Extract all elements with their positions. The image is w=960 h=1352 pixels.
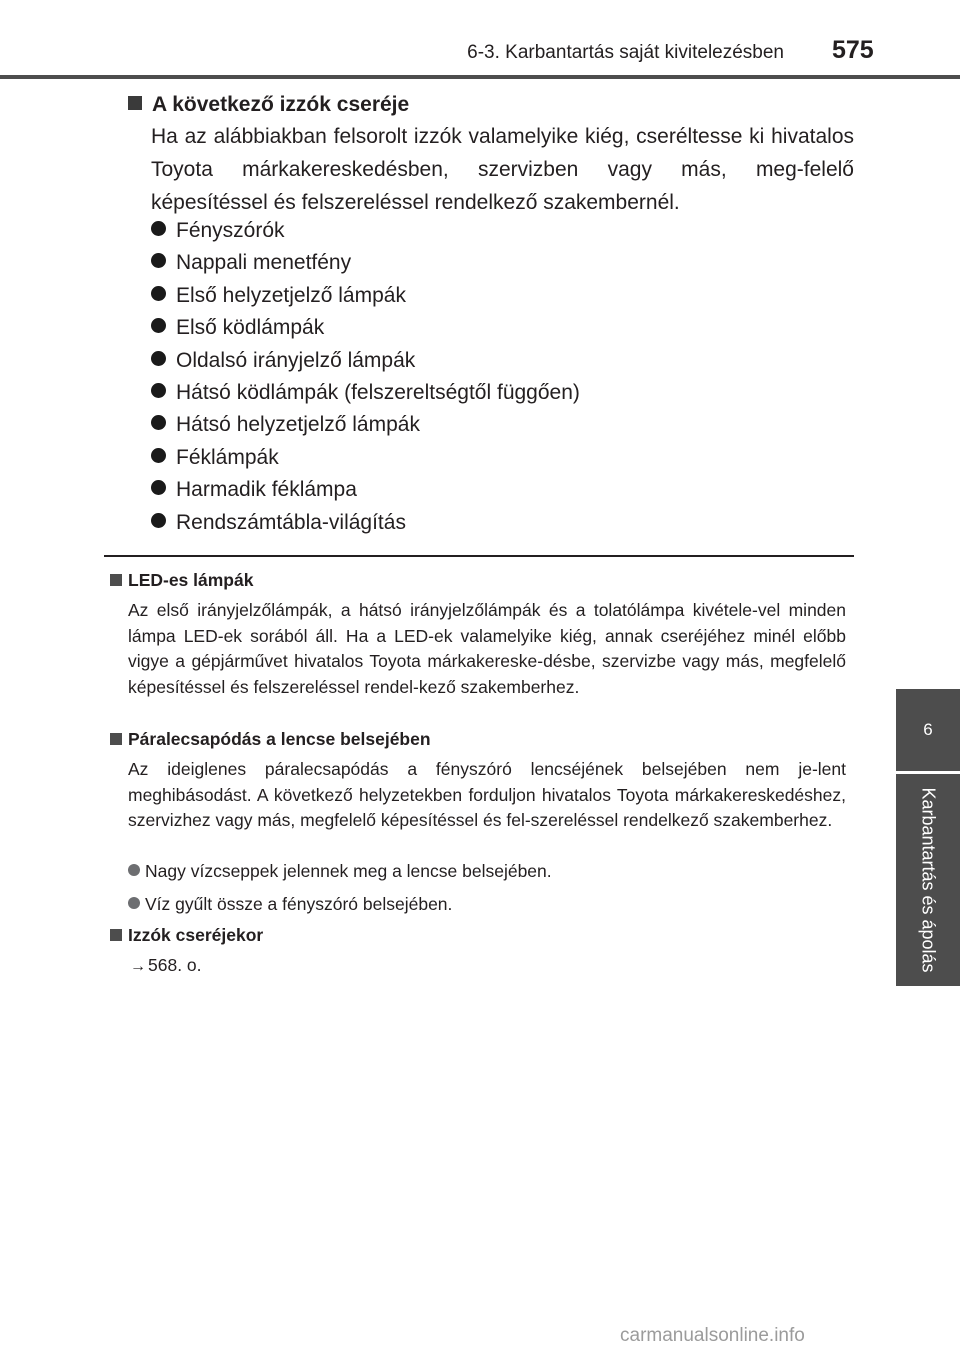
bullet-dot-icon bbox=[151, 383, 166, 398]
watermark: carmanualsonline.info bbox=[620, 1325, 805, 1346]
bullet-dot-icon bbox=[151, 415, 166, 430]
chapter-title: Karbantartás és ápolás bbox=[918, 787, 939, 973]
note-heading-bulb-replacement: Izzók cseréjekor bbox=[110, 925, 263, 946]
section-title: 6-3. Karbantartás saját kivitelezésben bbox=[467, 42, 784, 63]
chapter-tab-label[interactable] bbox=[896, 774, 960, 986]
chapter-number: 6 bbox=[923, 720, 933, 739]
page-number: 575 bbox=[832, 36, 874, 64]
intro-paragraph: Ha az alábbiakban felsorolt izzók valamelyike kiég, cseréltesse ki hivatalos Toyota márkakereskedésben, szervizben vagy más, meg-felelő képesítéssel és felszereléssel rendelkező szakembernél. bbox=[151, 125, 854, 214]
square-bullet-icon bbox=[128, 96, 142, 110]
bullet-dot-icon bbox=[151, 513, 166, 528]
bullet-dot-icon bbox=[151, 448, 166, 463]
list-item: Féklámpák bbox=[151, 442, 854, 474]
note-text-led: Az első irányjelzőlámpák, a hátsó irányjelzőlámpák és a tolatólámpa kivétele-vel minden lámpa LED-ek sorából áll. Ha a LED-ek valamelyike kiég, annak cseréjéhez minél előbb vigye a gépjárművet hivatalos Toyota márkakereske-désbe, szervizbe vagy más, megfelelő képesítéssel és felszereléssel rendel-kező szakemberhez. bbox=[128, 600, 846, 697]
bullet-dot-icon bbox=[128, 864, 140, 876]
bullet-dot-icon bbox=[151, 221, 166, 236]
bullet-dot-icon bbox=[151, 318, 166, 333]
page-reference-link[interactable]: → 568. o. bbox=[130, 955, 202, 975]
list-item: Hátsó helyzetjelző lámpák bbox=[151, 409, 854, 441]
square-bullet-icon bbox=[110, 929, 122, 941]
note-heading-condensation: Páralecsapódás a lencse belsejében bbox=[110, 729, 431, 750]
section-divider bbox=[104, 555, 854, 557]
list-item: Víz gyűlt össze a fényszóró belsejében. bbox=[128, 894, 452, 915]
main-heading bbox=[128, 93, 409, 117]
bullet-dot-icon bbox=[151, 351, 166, 366]
list-item: Első ködlámpák bbox=[151, 312, 854, 344]
list-item: Fényszórók bbox=[151, 215, 854, 247]
list-item: Nagy vízcseppek jelennek meg a lencse belsejében. bbox=[128, 861, 552, 882]
square-bullet-icon bbox=[110, 733, 122, 745]
note-text-condensation: Az ideiglenes páralecsapódás a fényszóró lencséjének belsejében nem je-lent meghibásodást. A következő helyzetekben forduljon hivatalos Toyota márkakereskedéshez, szervizhez vagy más, megfelelő képesítéssel és fel-szereléssel rendelkező szakemberhez. bbox=[128, 759, 846, 830]
main-heading-text: A következő izzók cseréje bbox=[152, 93, 410, 116]
bullet-dot-icon bbox=[151, 253, 166, 268]
list-item: Első helyzetjelző lámpák bbox=[151, 280, 854, 312]
list-item: Hátsó ködlámpák (felszereltségtől függően) bbox=[151, 377, 854, 409]
note-heading-led: LED-es lámpák bbox=[110, 570, 253, 591]
chapter-tab-number[interactable] bbox=[896, 689, 960, 771]
bullet-dot-icon bbox=[151, 480, 166, 495]
list-item: Nappali menetfény bbox=[151, 247, 854, 279]
bullet-dot-icon bbox=[151, 286, 166, 301]
header-divider bbox=[0, 75, 960, 79]
bulb-list bbox=[151, 215, 854, 539]
list-item: Oldalsó irányjelző lámpák bbox=[151, 345, 854, 377]
square-bullet-icon bbox=[110, 574, 122, 586]
list-item: Rendszámtábla-világítás bbox=[151, 507, 854, 539]
bullet-dot-icon bbox=[128, 897, 140, 909]
list-item: Harmadik féklámpa bbox=[151, 474, 854, 506]
arrow-right-icon: → bbox=[130, 958, 146, 975]
